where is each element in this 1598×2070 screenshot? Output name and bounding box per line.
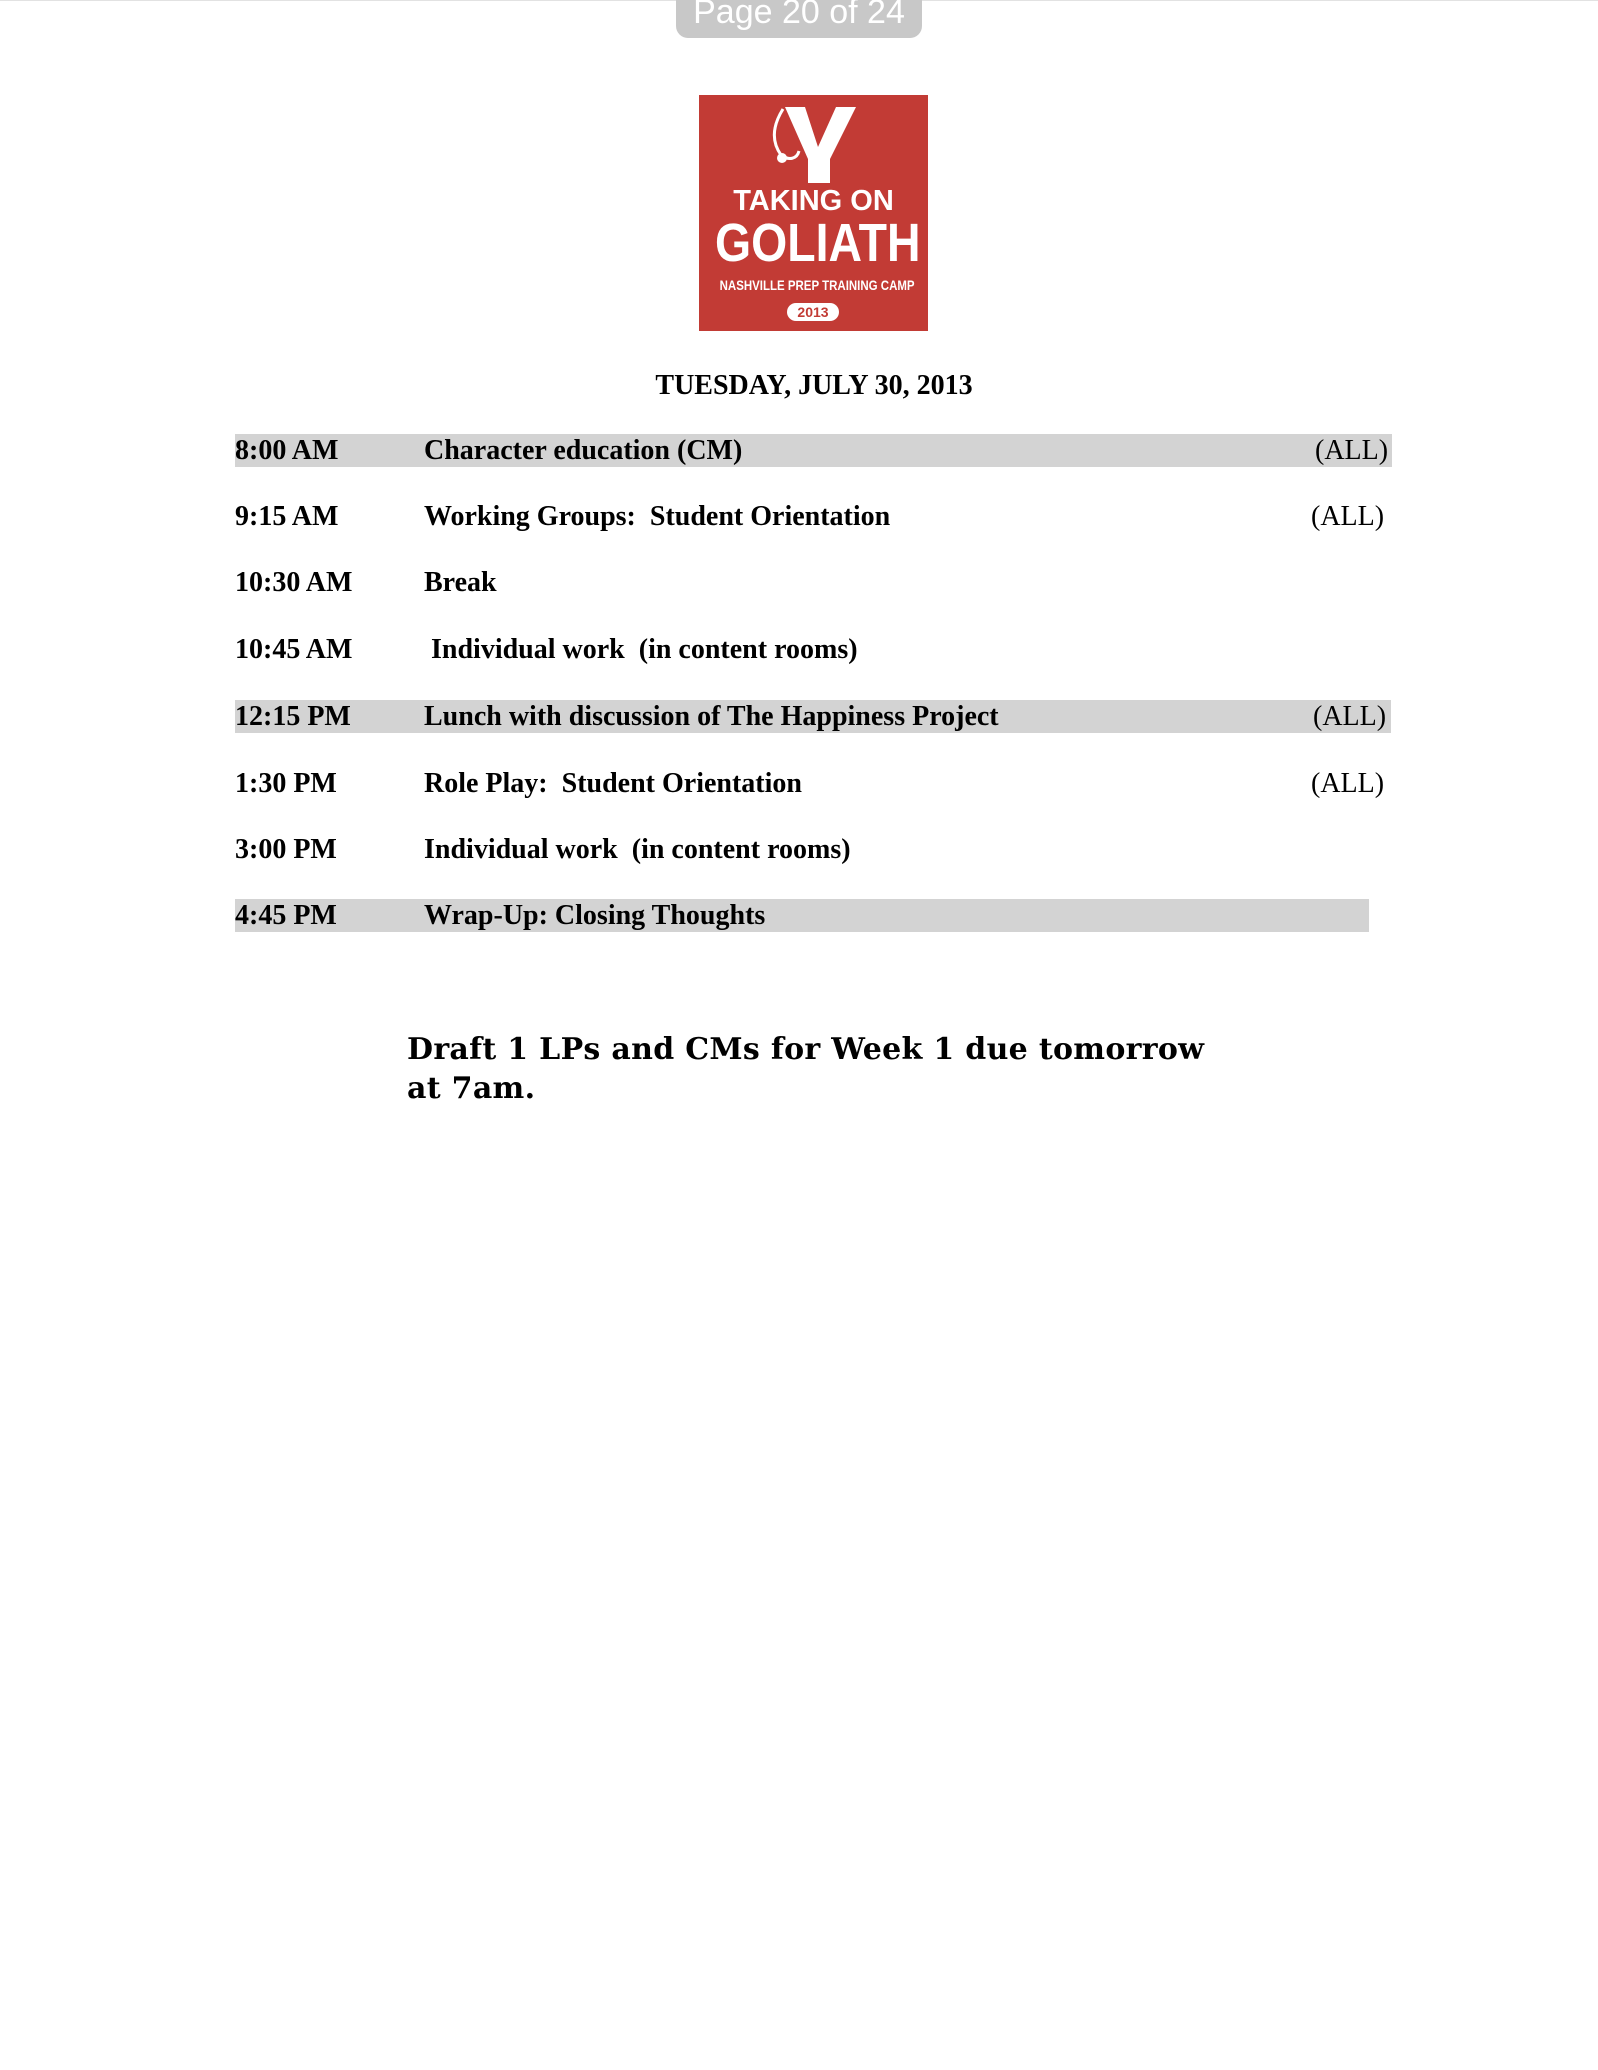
date-heading: TUESDAY, JULY 30, 2013 — [655, 370, 973, 401]
schedule-activity: Role Play: Student Orientation — [424, 768, 802, 799]
schedule-group: (ALL) — [1311, 768, 1385, 799]
schedule-row — [235, 767, 1392, 800]
schedule-row — [235, 633, 1392, 666]
schedule-time: 10:30 AM — [235, 567, 353, 598]
schedule-row — [235, 899, 1369, 932]
schedule-row — [235, 566, 1392, 599]
schedule-time: 1:30 PM — [235, 768, 337, 799]
schedule-time: 8:00 AM — [235, 435, 339, 466]
schedule-activity: Break — [424, 567, 497, 598]
schedule-row — [235, 434, 1392, 467]
schedule-activity: Wrap-Up: Closing Thoughts — [424, 900, 766, 931]
schedule-activity: Working Groups: Student Orientation — [424, 501, 891, 532]
schedule-activity: Individual work (in content rooms) — [424, 834, 851, 865]
page-indicator: Page 20 of 24 — [676, 0, 922, 38]
due-note: Draft 1 LPs and CMs for Week 1 due tomorrow at 7am. — [407, 1032, 1205, 1106]
taking-on-goliath-logo — [699, 95, 928, 331]
logo-title-line1: TAKING ON — [733, 185, 894, 217]
schedule-activity: Individual work (in content rooms) — [424, 634, 858, 665]
schedule-time: 12:15 PM — [235, 701, 351, 732]
schedule-time: 9:15 AM — [235, 501, 339, 532]
schedule-group: (ALL) — [1313, 701, 1387, 732]
schedule-time: 4:45 PM — [235, 900, 337, 931]
schedule-group: (ALL) — [1311, 501, 1385, 532]
logo-title-line2: GOLIATH — [715, 213, 921, 273]
logo-year-badge: 2013 — [787, 303, 839, 321]
schedule-row — [235, 700, 1391, 733]
schedule-time: 10:45 AM — [235, 634, 353, 665]
schedule-group: (ALL) — [1315, 435, 1389, 466]
logo-subtitle: NASHVILLE PREP TRAINING CAMP — [719, 277, 915, 293]
schedule-activity: Lunch with discussion of The Happiness Project — [424, 701, 999, 732]
schedule-activity: Character education (CM) — [424, 435, 743, 466]
schedule-row — [235, 833, 1392, 866]
schedule-time: 3:00 PM — [235, 834, 337, 865]
schedule-row — [235, 500, 1392, 533]
